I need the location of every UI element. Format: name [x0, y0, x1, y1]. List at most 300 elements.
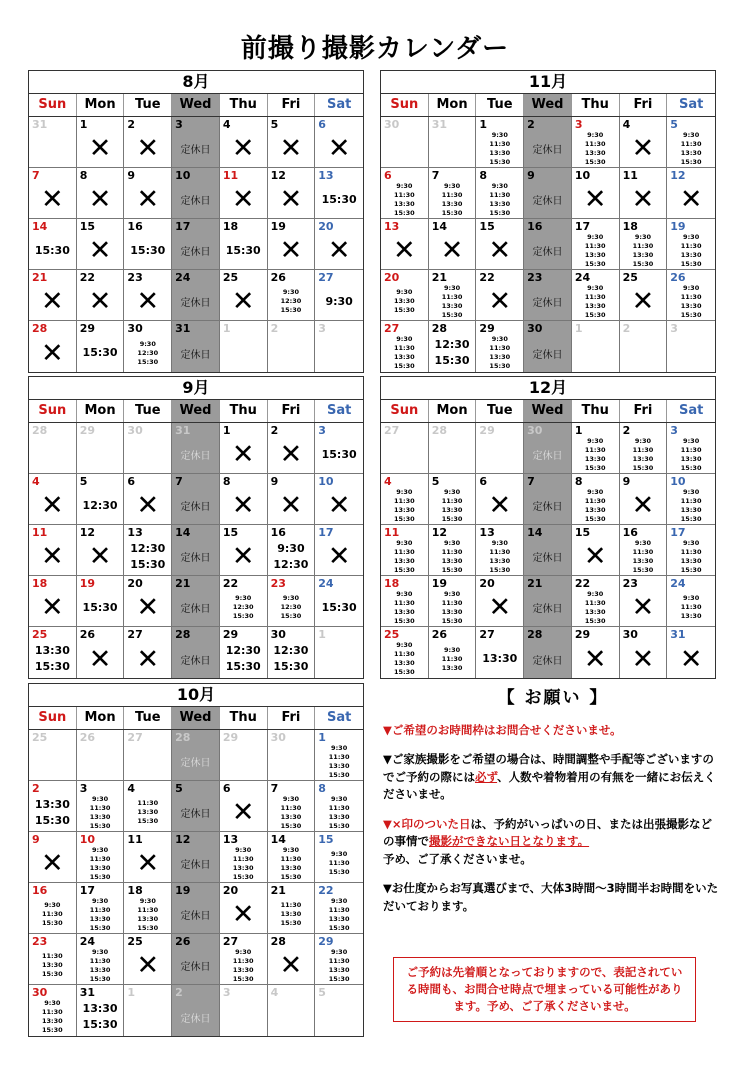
time-slot: 9:30 [44, 999, 61, 1007]
day-cell [524, 423, 572, 474]
day-number: 29 [479, 322, 495, 335]
fully-booked-mark: ✕ [488, 286, 512, 317]
day-cell [172, 525, 220, 576]
time-slot: 13:30 [42, 1017, 63, 1025]
fully-booked-mark: ✕ [136, 643, 160, 675]
time-slot: 11:30 [441, 654, 463, 663]
day-cell [220, 219, 268, 270]
time-slot: 11:30 [394, 547, 415, 556]
time-slot: 11:30 [328, 752, 350, 761]
time-slot: 12:30 [82, 498, 118, 512]
weekday-thu: Thu [572, 94, 620, 116]
day-number: 4 [32, 475, 40, 488]
day-number: 13 [127, 526, 143, 539]
day-cell [124, 474, 172, 525]
day-number: 31 [79, 986, 96, 999]
time-slot: 15:30 [394, 306, 415, 314]
day-number: 29 [222, 731, 239, 744]
day-number: 23 [127, 271, 143, 284]
day-cell [476, 525, 524, 576]
day-number: 1 [222, 322, 231, 335]
time-slot: 15:30 [489, 362, 511, 370]
time-slot: 9:30 [331, 947, 348, 956]
time-slot: 11:30 [441, 547, 463, 556]
time-slot: 13:30 [441, 505, 463, 514]
day-number: 6 [127, 475, 136, 488]
day-number: 23 [32, 935, 48, 948]
fully-booked-mark: ✕ [583, 184, 607, 215]
time-slot: 9:30 [443, 538, 461, 547]
day-number: 2 [622, 424, 631, 437]
fully-booked-mark: ✕ [488, 490, 512, 521]
day-cell [124, 576, 172, 627]
time-slot: 9:30 [235, 947, 252, 956]
day-grid [29, 423, 363, 678]
day-cell [268, 627, 316, 678]
day-cell [220, 525, 268, 576]
day-cell [29, 985, 77, 1036]
day-number: 20 [384, 271, 400, 284]
time-slot: 11:30 [441, 190, 463, 199]
closed-label: 定休日 [180, 502, 211, 513]
time-slot: 15:30 [42, 1026, 63, 1034]
day-number: 28 [527, 628, 543, 641]
calendar-month [28, 376, 364, 679]
weekday-tue: Tue [476, 400, 524, 422]
day-cell [124, 985, 172, 1036]
time-slot: 15:30 [89, 821, 111, 830]
day-number: 29 [318, 935, 334, 948]
day-cell [172, 627, 220, 678]
time-slot: 9:30 [331, 743, 348, 752]
time-slot: 11:30 [328, 956, 350, 965]
time-slot: 11:30 [137, 905, 159, 914]
time-slot: 15:30 [441, 616, 463, 625]
weekday-fri: Fri [268, 94, 316, 116]
weekday-wed: Wed [172, 94, 220, 116]
day-number: 18 [622, 220, 638, 233]
day-cell [29, 168, 77, 219]
weekday-mon: Mon [77, 400, 125, 422]
fully-booked-mark: ✕ [231, 184, 255, 215]
time-slot: 9:30 [587, 283, 604, 292]
day-cell [315, 525, 363, 576]
fully-booked-mark: ✕ [279, 490, 303, 521]
day-number: 27 [127, 628, 143, 641]
day-cell [172, 730, 220, 781]
day-number: 1 [574, 424, 583, 437]
time-slot: 13:30 [89, 914, 111, 923]
notes-section [383, 690, 723, 927]
day-cell [220, 832, 268, 883]
time-slot: 9:30 [634, 232, 651, 241]
time-slot: 11:30 [441, 292, 463, 301]
weekday-tue: Tue [476, 94, 524, 116]
weekday-sat: Sat [678, 403, 704, 418]
fully-booked-mark: ✕ [41, 286, 64, 317]
day-cell [429, 423, 477, 474]
time-slot: 11:30 [394, 650, 415, 658]
day-number: 22 [574, 577, 591, 590]
day-cell [172, 985, 220, 1036]
day-number: 25 [32, 628, 48, 641]
time-slot: 13:30 [441, 556, 463, 565]
time-slot: 11:30 [328, 859, 350, 867]
day-cell [172, 270, 220, 321]
calendar-month [28, 70, 364, 373]
day-cell [315, 117, 363, 168]
day-cell [77, 985, 125, 1036]
day-number: 21 [32, 271, 48, 284]
day-cell [77, 321, 125, 372]
time-slot: 9:30 [331, 896, 348, 905]
day-number: 7 [527, 475, 535, 488]
day-cell [77, 219, 125, 270]
time-slot: 13:30 [680, 612, 702, 620]
time-slot: 11:30 [584, 445, 606, 454]
day-number: 12 [670, 169, 686, 182]
time-slot: 13:30 [680, 301, 702, 310]
day-cell [620, 474, 668, 525]
day-number: 3 [574, 118, 583, 131]
calendar-month [28, 683, 364, 1037]
day-cell [268, 883, 316, 934]
day-cell [667, 525, 715, 576]
reservation-notice: ご予約は先着順となっておりますので、表記されている時間も、お問合せ時点で埋まっている可能性があります。予め、ご了承くださいませ。 [393, 957, 696, 1022]
time-slot: 15:30 [137, 357, 159, 366]
day-number: 15 [574, 526, 591, 539]
day-number: 11 [32, 526, 48, 539]
day-cell [268, 117, 316, 168]
closed-label: 定休日 [180, 349, 211, 361]
note-duration: ▼お仕度からお写真選びまで、大体3時間～3時間半お時間をいただいております。 [383, 881, 719, 913]
time-slot: 9:30 [396, 589, 413, 598]
day-number: 8 [574, 475, 583, 488]
day-cell [572, 474, 620, 525]
day-number: 21 [175, 577, 191, 590]
day-cell [667, 576, 715, 627]
day-cell [381, 576, 429, 627]
fully-booked-mark: ✕ [88, 133, 112, 164]
day-number: 3 [175, 118, 183, 131]
closed-label: 定休日 [180, 860, 211, 871]
day-number: 9 [127, 169, 136, 182]
weekday-fri: Fri [620, 400, 668, 422]
day-cell [77, 474, 125, 525]
day-number: 15 [222, 526, 239, 539]
time-slot: 11:30 [680, 496, 702, 505]
day-cell [124, 781, 172, 832]
day-cell [172, 781, 220, 832]
time-slot: 9:30 [396, 181, 413, 190]
time-slot: 9:30 [91, 794, 109, 803]
day-cell [524, 270, 572, 321]
day-number: 8 [79, 169, 88, 182]
fully-booked-mark: ✕ [136, 950, 160, 981]
weekday-wed: Wed [172, 400, 220, 422]
time-slot: 13:30 [482, 652, 518, 665]
time-slot: 15:30 [584, 514, 606, 523]
day-cell [220, 321, 268, 372]
closed-label: 定休日 [532, 349, 563, 361]
day-cell [220, 576, 268, 627]
day-cell [172, 576, 220, 627]
day-number: 4 [222, 118, 231, 131]
time-slot: 13:30 [89, 812, 111, 821]
day-cell [124, 525, 172, 576]
day-grid [29, 117, 363, 372]
time-slot: 11:30 [680, 603, 702, 611]
day-cell [620, 117, 668, 168]
day-grid [29, 730, 363, 1036]
time-slot: 15:30 [82, 600, 118, 614]
day-cell [172, 934, 220, 985]
closed-label: 定休日 [180, 655, 211, 667]
time-slot: 13:30 [632, 556, 654, 565]
day-cell [429, 117, 477, 168]
notes-heading: 【 お願い 】 [497, 688, 609, 708]
day-number: 7 [270, 782, 279, 795]
day-number: 2 [270, 424, 279, 437]
time-slot: 11:30 [489, 139, 511, 148]
day-number: 16 [32, 884, 48, 897]
day-cell [268, 270, 316, 321]
time-slot: 11:30 [137, 799, 159, 807]
time-slot: 9:30 [683, 232, 700, 241]
time-slot: 15:30 [328, 821, 350, 830]
day-number: 9 [622, 475, 631, 488]
day-cell [381, 525, 429, 576]
day-number: 7 [431, 169, 440, 182]
day-number: 15 [318, 833, 334, 846]
day-number: 3 [318, 424, 326, 437]
day-cell [268, 474, 316, 525]
closed-label: 定休日 [532, 196, 563, 207]
time-slot: 15:30 [441, 310, 463, 319]
day-cell [268, 219, 316, 270]
time-slot: 13:30 [441, 607, 463, 616]
fully-booked-mark: ✕ [231, 541, 255, 572]
day-number: 29 [222, 628, 239, 641]
day-number: 2 [270, 322, 279, 335]
day-number: 31 [32, 118, 48, 131]
day-cell [381, 117, 429, 168]
time-slot: 15:30 [680, 463, 702, 472]
time-slot: 11:30 [584, 496, 606, 505]
day-number: 14 [527, 526, 543, 539]
time-slot: 11:30 [42, 1008, 63, 1016]
day-number: 22 [318, 884, 334, 897]
day-cell [476, 219, 524, 270]
fully-booked-mark: ✕ [583, 643, 607, 675]
day-number: 12 [431, 526, 448, 539]
day-number: 30 [270, 628, 286, 641]
day-cell [315, 576, 363, 627]
time-slot: 13:30 [680, 505, 702, 514]
day-number: 5 [270, 118, 279, 131]
fully-booked-mark: ✕ [41, 337, 64, 369]
month-title: 9月 [29, 377, 363, 400]
day-number: 28 [175, 731, 191, 744]
time-slot: 15:30 [42, 919, 63, 927]
fully-booked-mark: ✕ [88, 643, 112, 675]
time-slot: 15:30 [328, 974, 350, 983]
day-cell [667, 474, 715, 525]
fully-booked-mark: ✕ [41, 592, 64, 623]
day-number: 26 [431, 628, 448, 641]
fully-booked-mark: ✕ [41, 848, 64, 879]
time-slot: 15:30 [273, 660, 309, 673]
day-number: 13 [479, 526, 495, 539]
day-cell [572, 168, 620, 219]
weekday-fri: Fri [268, 400, 316, 422]
time-slot: 11:30 [489, 547, 511, 556]
closed-label: 定休日 [180, 1013, 211, 1025]
time-slot: 9:30 [683, 436, 700, 445]
weekday-header [29, 94, 363, 117]
day-cell [620, 168, 668, 219]
time-slot: 9:30 [139, 339, 156, 348]
day-number: 1 [574, 322, 583, 335]
time-slot: 15:30 [328, 923, 350, 932]
time-slot: 11:30 [328, 905, 350, 914]
day-cell [476, 474, 524, 525]
weekday-sat: Sat [326, 403, 352, 418]
time-slot: 15:30 [328, 868, 350, 876]
weekday-sun: Sun [29, 94, 77, 116]
closed-label: 定休日 [180, 553, 211, 564]
time-slot: 13:30 [680, 250, 702, 259]
time-slot: 13:30 [584, 250, 606, 259]
day-number: 31 [175, 322, 191, 335]
day-cell [524, 168, 572, 219]
day-cell [268, 576, 316, 627]
day-number: 25 [384, 628, 400, 641]
day-cell [381, 168, 429, 219]
day-number: 1 [318, 731, 326, 744]
day-number: 11 [622, 169, 638, 182]
time-slot: 11:30 [89, 905, 111, 914]
day-number: 22 [222, 577, 239, 590]
day-cell [77, 423, 125, 474]
time-slot: 13:30 [328, 761, 350, 770]
day-cell [268, 781, 316, 832]
time-slot: 9:30 [491, 181, 508, 190]
day-cell [77, 934, 125, 985]
time-slot: 15:30 [584, 463, 606, 472]
closed-label: 定休日 [532, 298, 563, 309]
day-number: 10 [670, 475, 686, 488]
weekday-header [381, 400, 715, 423]
fully-booked-mark: ✕ [631, 286, 655, 317]
day-number: 29 [79, 424, 96, 437]
time-slot: 13:30 [280, 863, 302, 872]
closed-label: 定休日 [532, 451, 563, 462]
day-number: 6 [479, 475, 488, 488]
note-family: ▼ご家族撮影をご希望の場合は、時間調整や手配等ございますのでご予約の際には必ず、人数や着物着用の有無を一緒にお伝えくださいませ。 [383, 752, 716, 801]
day-number: 5 [79, 475, 88, 488]
day-cell [476, 423, 524, 474]
closed-label: 定休日 [532, 655, 563, 667]
weekday-thu: Thu [572, 400, 620, 422]
time-slot: 13:30 [489, 353, 511, 361]
day-cell [315, 832, 363, 883]
time-slot: 12:30 [273, 557, 309, 571]
time-slot: 9:30 [683, 487, 700, 496]
time-slot: 9:30 [331, 794, 348, 803]
fully-booked-mark: ✕ [231, 490, 255, 521]
weekday-tue: Tue [124, 707, 172, 729]
time-slot: 13:30 [232, 863, 254, 872]
day-cell [29, 525, 77, 576]
day-number: 20 [479, 577, 495, 590]
day-cell [29, 781, 77, 832]
day-cell [220, 117, 268, 168]
day-number: 24 [574, 271, 591, 284]
day-cell [476, 168, 524, 219]
day-number: 24 [318, 577, 334, 590]
time-slot: 11:30 [232, 956, 254, 965]
weekday-sat: Sat [326, 97, 352, 112]
day-number: 17 [318, 526, 334, 539]
time-slot: 11:30 [394, 344, 415, 352]
weekday-thu: Thu [220, 400, 268, 422]
day-cell [172, 423, 220, 474]
day-number: 10 [318, 475, 334, 488]
day-cell [29, 423, 77, 474]
day-cell [429, 321, 477, 372]
time-slot: 11:30 [489, 190, 511, 199]
time-slot: 11:30 [441, 496, 463, 505]
day-number: 27 [479, 628, 495, 641]
day-number: 28 [175, 628, 191, 641]
time-slot: 13:30 [280, 910, 302, 918]
day-number: 18 [127, 884, 143, 897]
day-number: 11 [222, 169, 239, 182]
time-slot: 9:30 [139, 896, 156, 905]
day-number: 5 [318, 986, 326, 999]
weekday-wed: Wed [524, 400, 572, 422]
day-cell [172, 832, 220, 883]
fully-booked-mark: ✕ [327, 541, 351, 572]
day-number: 6 [384, 169, 392, 182]
day-cell [620, 219, 668, 270]
day-number: 12 [79, 526, 96, 539]
day-cell [381, 627, 429, 678]
fully-booked-mark: ✕ [679, 643, 703, 675]
day-cell [77, 832, 125, 883]
time-slot: 13:30 [232, 965, 254, 974]
day-number: 20 [127, 577, 143, 590]
time-slot: 15:30 [489, 157, 511, 166]
day-cell [77, 730, 125, 781]
time-slot: 13:30 [34, 797, 70, 811]
fully-booked-mark: ✕ [327, 133, 351, 164]
day-cell [77, 627, 125, 678]
day-cell [29, 270, 77, 321]
day-cell [429, 168, 477, 219]
time-slot: 15:30 [232, 974, 254, 983]
day-number: 12 [270, 169, 286, 182]
day-number: 3 [670, 424, 678, 437]
fully-booked-mark: ✕ [136, 848, 160, 879]
month-title: 11月 [381, 71, 715, 94]
fully-booked-mark: ✕ [279, 133, 303, 164]
time-slot: 9:30 [325, 294, 353, 308]
day-number: 11 [384, 526, 400, 539]
time-slot: 9:30 [91, 845, 109, 854]
time-slot: 11:30 [42, 952, 63, 960]
